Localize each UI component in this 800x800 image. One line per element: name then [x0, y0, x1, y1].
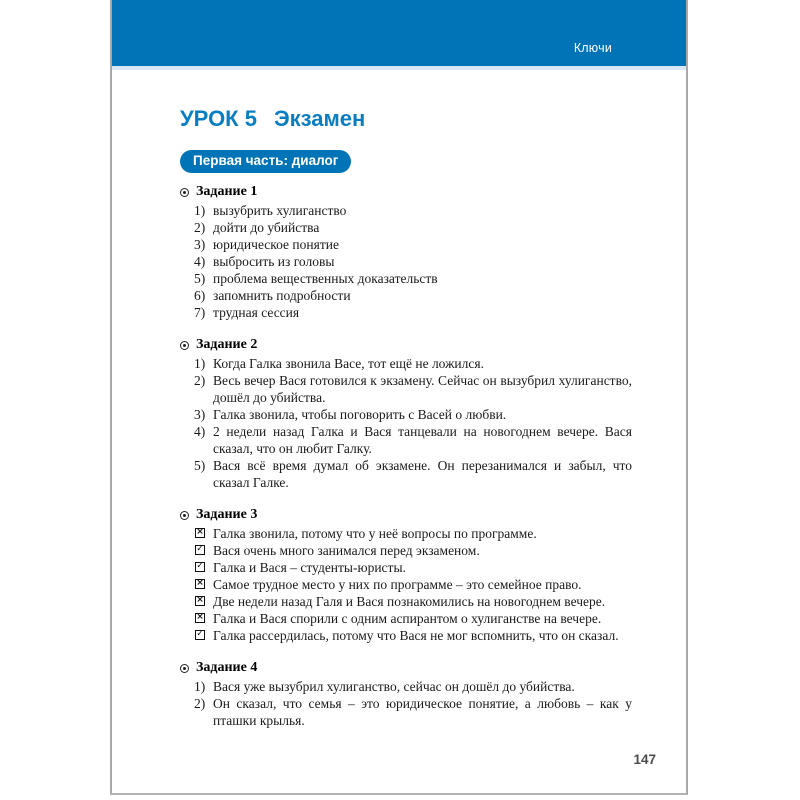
- item-text: Галка звонила, потому что у неё вопросы по программе.: [213, 526, 537, 541]
- item-number: 7): [194, 305, 206, 320]
- checkbox-item: [180, 610, 632, 627]
- answer-item: [180, 372, 632, 406]
- item-text: Галка рассердилась, потому что Вася не мог вспомнить, что он сказал.: [213, 628, 619, 643]
- item-number: 5): [194, 458, 206, 473]
- task-heading: [180, 336, 632, 354]
- task-section: [180, 183, 632, 321]
- item-text: Вася уже вызубрил хулиганство, сейчас он дошёл до убийства.: [213, 679, 575, 694]
- checkbox-checked-icon: ✓: [196, 561, 204, 571]
- checkbox-item: [180, 542, 632, 559]
- book-page: [110, 0, 688, 795]
- item-text: Вася всё время думал об экзамене. Он перезанимался и забыл, что сказал Галке.: [213, 458, 632, 490]
- lesson-title: [180, 106, 632, 131]
- task-title: Задание 3: [196, 507, 258, 522]
- checkbox-checked-icon: ✓: [196, 544, 204, 554]
- checkbox-crossed-icon: ×: [196, 527, 204, 537]
- item-number: 2): [194, 696, 206, 711]
- task-items: [180, 355, 632, 491]
- item-text: Весь вечер Вася готовился к экзамену. Сейчас он вызубрил хулиганство, дошёл до убийства.: [213, 373, 632, 405]
- task-title: Задание 2: [196, 337, 258, 352]
- item-number: 4): [194, 254, 206, 269]
- item-text: юридическое понятие: [213, 237, 339, 252]
- part-badge: Первая часть: диалог: [180, 150, 351, 173]
- item-text: Он сказал, что семья – это юридическое понятие, а любовь – как у пташки крылья.: [213, 696, 632, 728]
- page-header-band: [112, 0, 686, 66]
- task-title: Задание 1: [196, 184, 258, 199]
- task-items: [180, 678, 632, 729]
- checkbox-item: [180, 525, 632, 542]
- item-number: 2): [194, 220, 206, 235]
- item-number: 3): [194, 237, 206, 252]
- item-number: 3): [194, 407, 206, 422]
- checkbox-crossed-icon: ×: [196, 595, 204, 605]
- target-bullet-icon: [180, 188, 189, 197]
- item-number: 4): [194, 424, 206, 439]
- task-items: [180, 525, 632, 644]
- task-heading: [180, 506, 632, 524]
- task-section: [180, 659, 632, 729]
- checkbox-item: [180, 627, 632, 644]
- task-section: [180, 336, 632, 491]
- item-number: 1): [194, 679, 206, 694]
- target-bullet-icon: [180, 511, 189, 520]
- lesson-name: Экзамен: [273, 106, 366, 131]
- checkbox-crossed-icon: ×: [196, 612, 204, 622]
- checkbox-item: [180, 559, 632, 576]
- item-text: проблема вещественных доказательств: [213, 271, 438, 286]
- item-text: трудная сессия: [213, 305, 300, 320]
- tasks: [180, 183, 632, 729]
- lesson-number: УРОК 5: [180, 106, 257, 131]
- task-heading: [180, 659, 632, 677]
- checkbox-crossed-icon: ×: [196, 578, 204, 588]
- page-number: 147: [633, 752, 656, 767]
- answer-item: [180, 457, 632, 491]
- header-label: Ключи: [573, 41, 612, 55]
- answer-item: [180, 202, 632, 219]
- item-text: запомнить подробности: [213, 288, 351, 303]
- answer-item: [180, 678, 632, 695]
- answer-item: [180, 423, 632, 457]
- item-text: Галка звонила, чтобы поговорить с Васей о любви.: [213, 407, 507, 422]
- checkbox-item: [180, 593, 632, 610]
- header-accent-strip: [112, 66, 686, 70]
- answer-item: [180, 270, 632, 287]
- target-bullet-icon: [180, 341, 189, 350]
- item-number: 2): [194, 373, 206, 388]
- item-text: вызубрить хулиганство: [213, 203, 347, 218]
- item-text: дойти до убийства: [213, 220, 320, 235]
- item-number: 1): [194, 203, 206, 218]
- answer-item: [180, 253, 632, 270]
- item-number: 5): [194, 271, 206, 286]
- item-text: Галка и Вася – студенты-юристы.: [213, 560, 406, 575]
- answer-item: [180, 695, 632, 729]
- checkbox-checked-icon: ✓: [196, 629, 204, 639]
- item-text: 2 недели назад Галка и Вася танцевали на новогоднем вечере. Вася сказал, что он любит Галку.: [213, 424, 632, 456]
- task-items: [180, 202, 632, 321]
- page-content: [112, 106, 686, 729]
- item-text: Две недели назад Галя и Вася познакомились на новогоднем вечере.: [213, 594, 606, 609]
- item-text: Самое трудное место у них по программе – это семейное право.: [213, 577, 582, 592]
- item-number: 6): [194, 288, 206, 303]
- answer-item: [180, 304, 632, 321]
- answer-item: [180, 287, 632, 304]
- answer-item: [180, 236, 632, 253]
- item-text: Вася очень много занимался перед экзаменом.: [213, 543, 480, 558]
- item-text: выбросить из головы: [213, 254, 335, 269]
- answer-item: [180, 406, 632, 423]
- task-title: Задание 4: [196, 660, 258, 675]
- answer-item: [180, 355, 632, 372]
- item-text: Когда Галка звонила Васе, тот ещё не ложился.: [213, 356, 484, 371]
- answer-item: [180, 219, 632, 236]
- item-text: Галка и Вася спорили с одним аспирантом о хулиганстве на вечере.: [213, 611, 602, 626]
- task-heading: [180, 183, 632, 201]
- task-section: [180, 506, 632, 644]
- item-number: 1): [194, 356, 206, 371]
- checkbox-item: [180, 576, 632, 593]
- target-bullet-icon: [180, 664, 189, 673]
